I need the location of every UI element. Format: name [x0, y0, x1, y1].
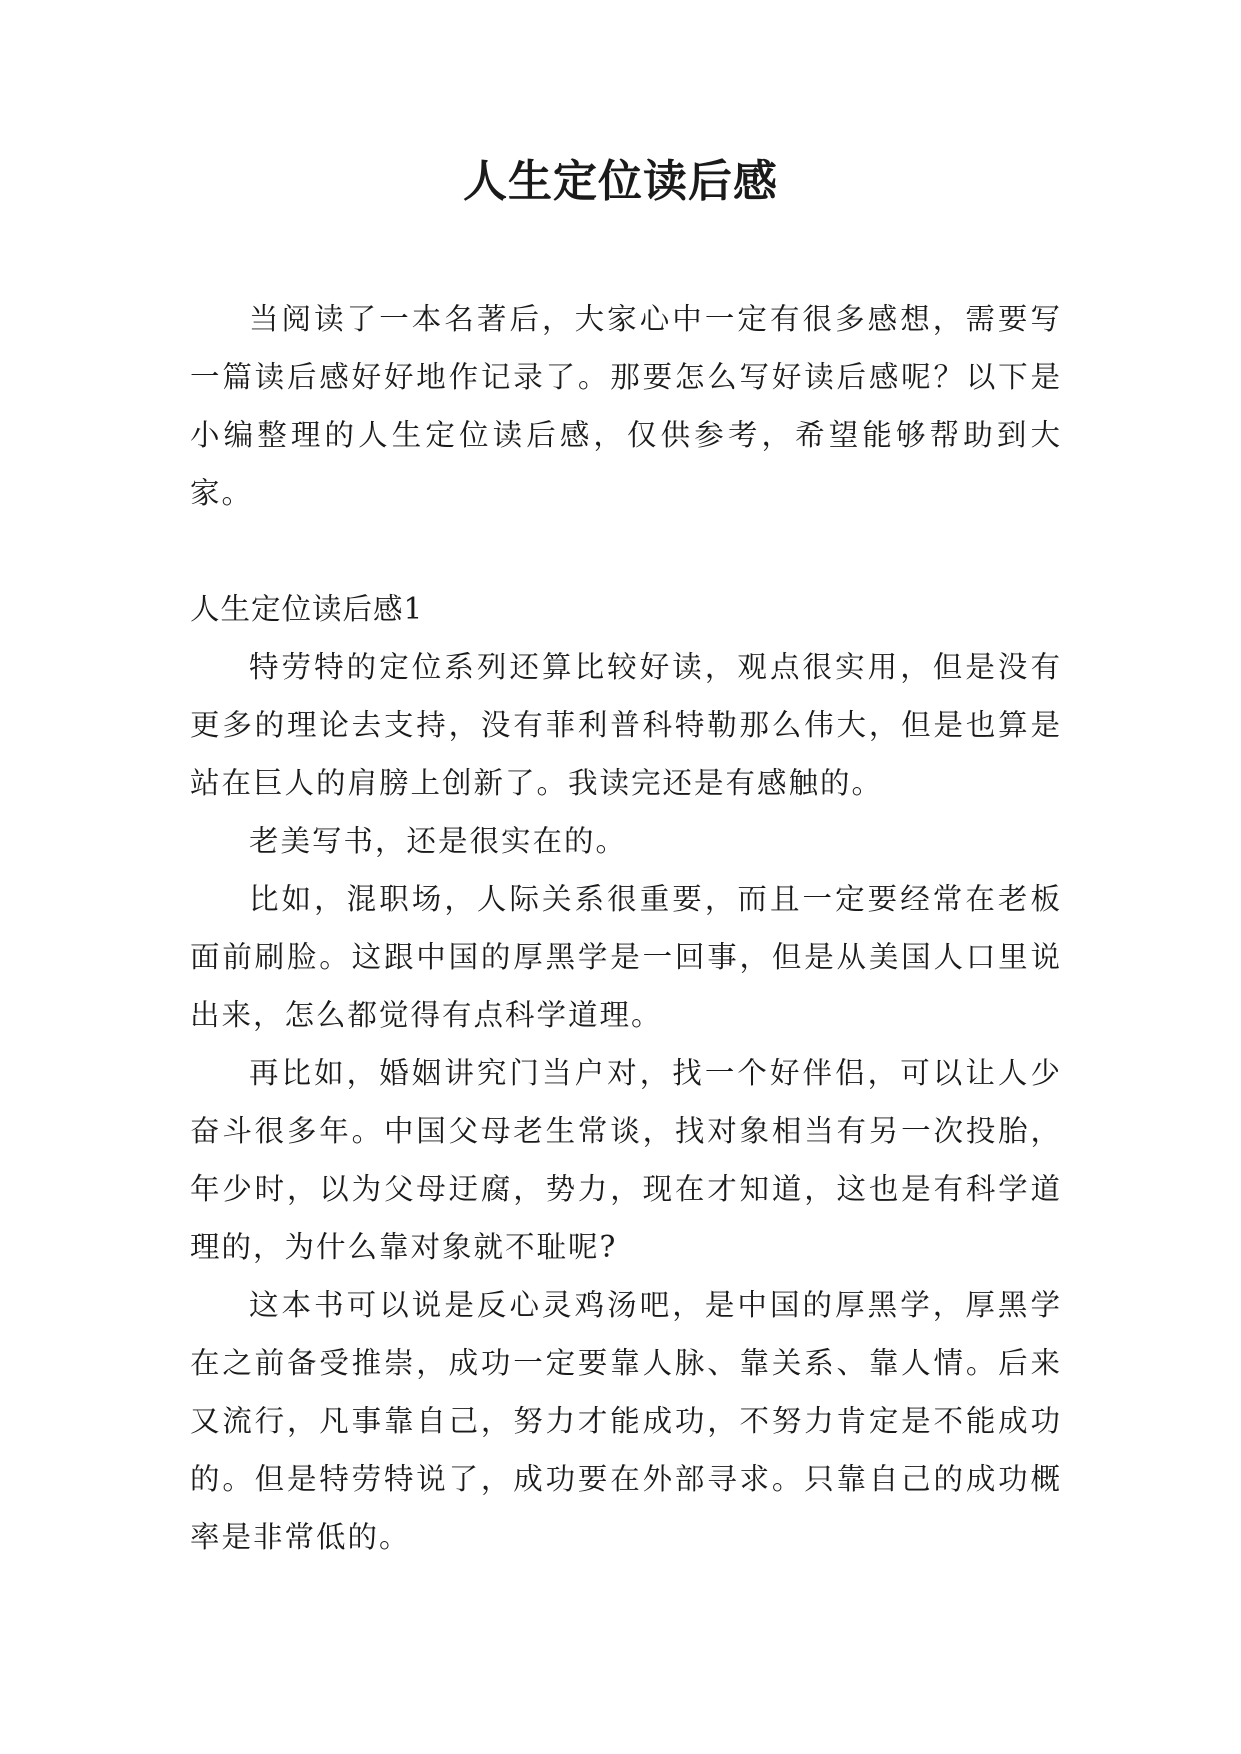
body-paragraph-1: 特劳特的定位系列还算比较好读，观点很实用，但是没有更多的理论去支持，没有菲利普科特勒那么伟大，但是也算是站在巨人的肩膀上创新了。我读完还是有感触的。 — [190, 650, 1062, 800]
intro-paragraph: 当阅读了一本名著后，大家心中一定有很多感想，需要写一篇读后感好好地作记录了。那要怎么写好读后感呢？以下是小编整理的人生定位读后感，仅供参考，希望能够帮助到大家。 — [190, 302, 1062, 510]
section-heading: 人生定位读后感1 — [190, 592, 424, 626]
document-body — [190, 290, 1062, 1566]
body-paragraph-3: 比如，混职场，人际关系很重要，而且一定要经常在老板面前刷脸。这跟中国的厚黑学是一回事，但是从美国人口里说出来，怎么都觉得有点科学道理。 — [190, 882, 1062, 1032]
body-paragraph-2: 老美写书，还是很实在的。 — [249, 824, 628, 858]
body-paragraph-4: 再比如，婚姻讲究门当户对，找一个好伴侣，可以让人少奋斗很多年。中国父母老生常谈，找对象相当有另一次投胎，年少时，以为父母迂腐，势力，现在才知道，这也是有科学道理的，为什么靠对象就不耻呢? — [190, 1056, 1062, 1264]
body-paragraph-5: 这本书可以说是反心灵鸡汤吧，是中国的厚黑学，厚黑学在之前备受推崇，成功一定要靠人脉、靠关系、靠人情。后来又流行，凡事靠自己，努力才能成功，不努力肯定是不能成功的。但是特劳特说了，成功要在外部寻求。只靠自己的成功概率是非常低的。 — [190, 1288, 1062, 1554]
document-title: 人生定位读后感 — [463, 156, 778, 207]
